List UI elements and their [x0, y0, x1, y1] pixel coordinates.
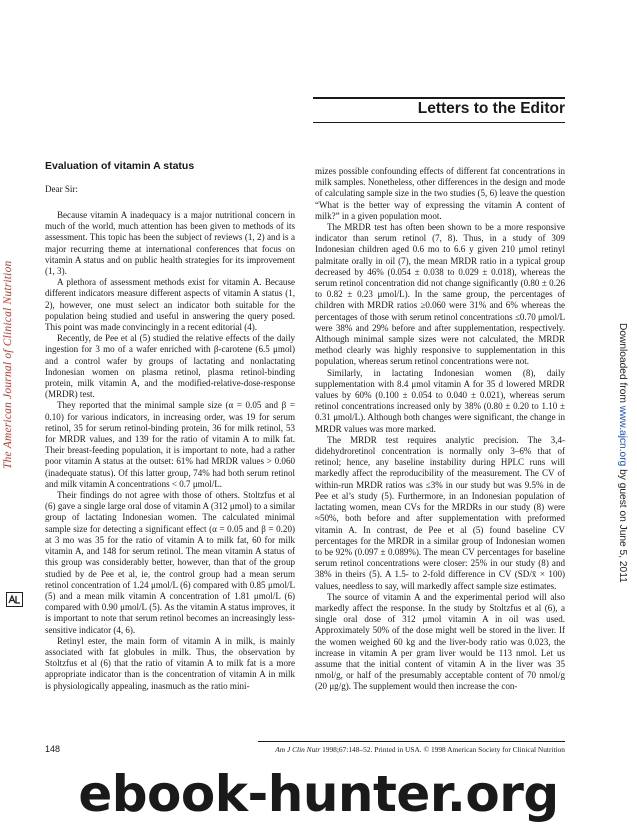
right-column: [315, 166, 565, 693]
watermark: ebook-hunter.org: [78, 765, 559, 823]
paragraph: The MRDR test requires analytic precision. The 3,4-didehydroretinol concentration is normally only 3–6% that of retinol; hence, any baseline instability during HPLC runs will markedly affect the reproducibility of the measurement. The CV of within-run MRDR ratios was ≤3% in our study but was 9.5% in de Pee et al’s study (5). Furthermore, in an Indonesian population of lactating women, mean CVs for the MRDRs in our study (8) were ≈50%, both before and after supplementation with preformed vitamin A. In contrast, de Pee et al (5) found baseline CV percentages for the MRDR in a similar group of Indonesian women to be 92% (0.097 ± 0.089%). The mean CV percentages for baseline serum retinol concentrations were closer: 25% in our study (8) and 38% in theirs (5). A 1.5- to 2-fold difference in CV (SD/x̄ × 100) values, needless to say, will markedly affect sample size estimates.: [315, 434, 565, 591]
paragraph: A plethora of assessment methods exist for vitamin A. Because different indicators measure different aspects of vitamin A status (1, 2), however, one must select an indicator both suitable for the population being studied and useful in answering the query posed. This point was made convincingly in a recent editorial (4).: [45, 277, 295, 333]
paragraph: Because vitamin A inadequacy is a major nutritional concern in much of the world, much attention has been given to methods of its assessment. This topic has been the subject of reviews (1, 2) and is a major recurring theme at international conferences that focus on vitamin A status and on public health strategies for its improvement (1, 3).: [45, 210, 295, 277]
left-column: [45, 210, 295, 692]
header-rule-top: [313, 97, 565, 99]
paragraph: Retinyl ester, the main form of vitamin A in milk, is mainly associated with fat globules in milk. Thus, the observation by Stoltzfus et al (6) that the ratio of vitamin A to milk fat is a more appropriate indicator than is the concentration of vitamin A in milk is physiologically appealing, inasmuch as the ratio mini-: [45, 635, 295, 691]
citation-text: 1998;67:148–52. Printed in USA. © 1998 American Society for Clinical Nutrition: [320, 745, 565, 754]
paragraph: They reported that the minimal sample size (α = 0.05 and β = 0.10) for various indicators, in increasing order, was 19 for serum retinol, 35 for serum retinol-binding protein, 36 for milk retinol, 53 for MRDR values, and 139 for the ratio of vitamin A to milk fat. Their breast-feeding population, it is important to note, had a rather poor vitamin A status at the outset: 61% had MRDR values > 0.060 (inadequate status). Of this latter group, 74% had both serum retinol and milk vitamin A concentrations < 0.7 μmol/L.: [45, 400, 295, 489]
paragraph: mizes possible confounding effects of different fat concentrations in milk samples. Nonetheless, other differences in the design and mode of calculating sample size in the two studies (5, 6) leave the question “What is the better way of expressing the vitamin A content of milk?” in a given population moot.: [315, 166, 565, 221]
citation-journal: Am J Clin Nutr: [275, 745, 321, 754]
footer-rule: [258, 741, 565, 742]
header-rule-bottom: [313, 122, 565, 123]
paragraph: The source of vitamin A and the experimental period will also markedly affect the response. In the study by Stoltzfus et al (6), a single oral dose of 312 μmol vitamin A in oil was used. Approximately 50% of the dose might well be stored in the liver. If the women weighed 60 kg and the liver-body ratio was 0.023, the increase in vitamin A per gram liver would be 113 nmol. Let us assume that the initial content of vitamin A in the liver was 35 nmol/g, or half of the presumably acceptable content of 70 nmol/g (20 μg/g). The supplement would then increase the con-: [315, 591, 565, 692]
paragraph: The MRDR test has often been shown to be a more responsive indicator than serum retinol (7, 8). Thus, in a study of 309 Indonesian children aged 0.6 mo to 6.6 y given 210 μmol retinyl palmitate orally in oil (7), the mean MRDR ratio in a typical group decreased by 46% (0.054 ± 0.038 to 0.029 ± 0.018), whereas the serum retinol concentration did not change significantly (0.80 ± 0.26 to 0.82 ± 0.23 μmol/L). In the same group, the percentages of children with MRDR ratios ≥0.060 were 31% and 6% whereas the percentages of those with serum retinol concentrations ≤0.70 μmol/L were 38% and 29% before and after supplementation, respectively. Although minimal sample sizes were not calculated, the MRDR method clearly was highly responsive to supplementation in this population, whereas serum retinol concentrations were not.: [315, 222, 565, 367]
download-prefix: Downloaded from: [617, 323, 628, 406]
download-suffix: by guest on June 5, 2011: [617, 466, 628, 583]
section-title: Letters to the Editor: [417, 100, 565, 117]
paragraph: Recently, de Pee et al (5) studied the relative effects of the daily ingestion for 3 mo of a wafer enriched with β-carotene (6.5 μmol) and a control wafer by groups of lactating and nonlactating Indonesian women on plasma retinol, plasma retinol-binding protein, milk vitamin A, and the modified-relative-dose-response (MRDR) test.: [45, 333, 295, 400]
citation: [200, 745, 565, 754]
paragraph: Similarly, in lactating Indonesian women (8), daily supplementation with 8.4 μmol vitamin A for 35 d lowered MRDR values by 60% (0.100 ± 0.054 to 0.040 ± 0.021), whereas serum retinol concentrations increased only by 38% (0.80 ± 0.20 to 1.10 ± 0.31 μmol/L). Although both changes were significant, the change in MRDR values was more marked.: [315, 367, 565, 434]
paragraph: Their findings do not agree with those of others. Stoltzfus et al (6) gave a single large oral dose of vitamin A (312 μmol) to a similar group of lactating Indonesian women. The calculated minimal sample size for detecting a significant effect (α = 0.05 and β = 0.20) at 3 mo was 35 for the ratio of vitamin A to milk fat, 60 for milk vitamin A, and 148 for serum retinol. The mean vitamin A status of this group was considerably better, however, than that of the group studied by de Pee et al, ie, the control group had a mean serum retinol concentration of 1.24 μmol/L (6) compared with 0.85 μmol/L (5) and a mean milk vitamin A concentration of 1.81 μmol/L (6) compared with 0.90 μmol/L (5). As the vitamin A status improves, it is important to note that serum retinol becomes an increasingly less-sensitive indicator (4, 6).: [45, 490, 295, 635]
download-link[interactable]: www.ajcn.org: [617, 405, 628, 467]
journal-logo-icon: [6, 592, 23, 607]
salutation: Dear Sir:: [45, 184, 78, 194]
journal-name-sidebar: The American Journal of Clinical Nutrition: [2, 260, 14, 470]
article-title: Evaluation of vitamin A status: [45, 160, 195, 172]
download-notice: [612, 283, 628, 623]
page-number: 148: [45, 744, 61, 754]
